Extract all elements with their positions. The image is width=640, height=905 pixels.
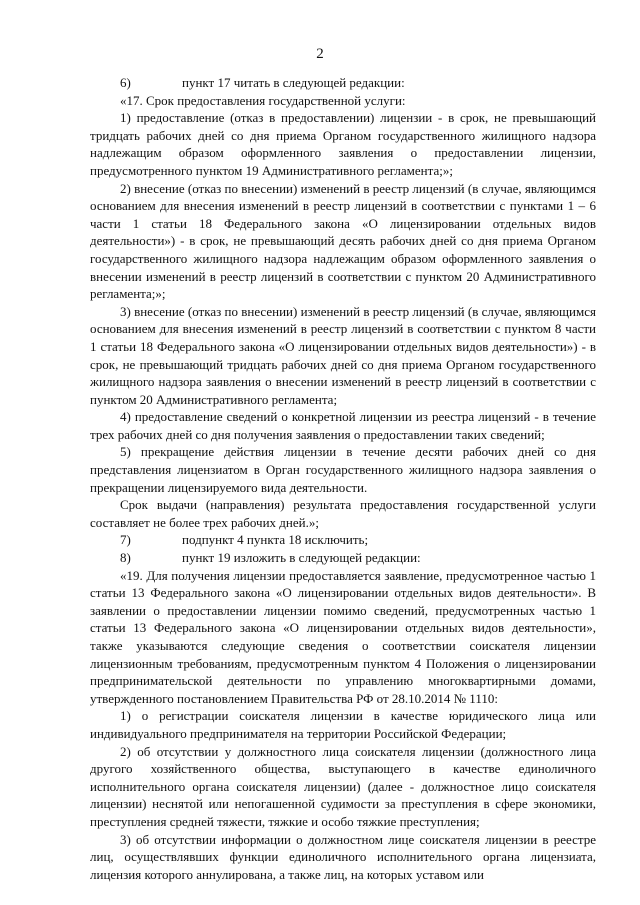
item-text: подпункт 4 пункта 18 исключить; (182, 532, 369, 548)
paragraph: «17. Срок предоставления государственной услуги: (120, 92, 406, 108)
list-item (90, 549, 596, 567)
document-body (90, 74, 596, 883)
paragraph: 3) внесение (отказ по внесении) изменений в реестр лицензий (в случае, являющимся основанием для внесения изменений в реестр лицензий в соответствии с пунктом 8 части 1 статьи 18 Федерального закона «О лицензировании отдельных видов деятельности») - в срок, не превышающий тридцать рабочих дней со дня приема Органом государственного жилищного надзора заявления о внесении изменений в реестр лицензий в соответствии с пунктом 20 Административного регламента; (90, 303, 596, 407)
item-number: 7) (120, 532, 131, 548)
paragraph: Срок выдачи (направления) результата предоставления государственной услуги составляет не более трех рабочих дней.»; (90, 497, 596, 530)
paragraph: 4) предоставление сведений о конкретной лицензии из реестра лицензий - в течение трех рабочих дней со дня получения заявления о предоставлении таких сведений; (90, 409, 596, 442)
page-number: 2 (316, 46, 324, 62)
paragraph: «19. Для получения лицензии предоставляется заявление, предусмотренное частью 1 статьи 13 Федерального закона «О лицензировании отдельных видов деятельности». В заявлении о предоставлении лицензии помимо сведений, предусмотренных частью 1 статьи 13 Федерального закона «О лицензировании отдельных видов деятельности», также указываются следующие сведения о соответствии соискателя лицензии лицензионным требованиям, предусмотренным пунктом 4 Положения о лицензировании предпринимательской деятельности по управлению многоквартирными домами, утвержденного постановлением Правительства РФ от 28.10.2014 № 1110: (90, 567, 596, 706)
item-text: пункт 19 изложить в следующей редакции: (182, 550, 421, 566)
item-number: 8) (120, 550, 131, 566)
paragraph: 3) об отсутствии информации о должностном лице соискателя лицензии в реестре лиц, осуществлявших функции единоличного исполнительного органа лицензиата, лицензия которого аннулирована, а также лиц, на которых уставом или (90, 831, 596, 882)
paragraph: 2) внесение (отказ по внесении) изменений в реестр лицензий (в случае, являющимся основанием для внесения изменений в реестр лицензий в соответствии с пунктами 1 – 6 части 1 статьи 18 Федерального закона «О лицензировании отдельных видов деятельности») - в срок, не превышающий десять рабочих дней со дня приема Органом государственного жилищного надзора надлежащим образом оформленного заявления о внесении изменений в реестр лицензий в соответствии с пунктом 20 Административного регламента;»; (90, 180, 596, 302)
list-item (90, 74, 596, 92)
paragraph: 1) о регистрации соискателя лицензии в качестве юридического лица или индивидуального предпринимателя на территории Российской Федерации; (90, 708, 596, 741)
paragraph: 1) предоставление (отказ в предоставлении) лицензии - в срок, не превышающий тридцать рабочих дней со дня приема Органом государственного жилищного надзора надлежащим образом оформленного заявления о предоставлении лицензии, предусмотренного пунктом 19 Административного регламента;»; (90, 110, 596, 178)
item-number: 6) (120, 75, 131, 90)
paragraph: 5) прекращение действия лицензии в течение десяти рабочих дней со дня представления лицензиатом в Орган государственного жилищного надзора заявления о прекращении лицензируемого вида деятельности. (90, 444, 596, 495)
paragraph: 2) об отсутствии у должностного лица соискателя лицензии (должностного лица другого хозяйственного общества, выступающего в качестве единоличного исполнительного органа соискателя лицензии) (далее - должностное лицо соискателя лицензии) неснятой или непогашенной судимости за преступления в сфере экономики, преступления средней тяжести, тяжкие и особо тяжкие преступления; (90, 743, 596, 829)
item-text: пункт 17 читать в следующей редакции: (182, 75, 405, 90)
list-item (90, 531, 596, 549)
